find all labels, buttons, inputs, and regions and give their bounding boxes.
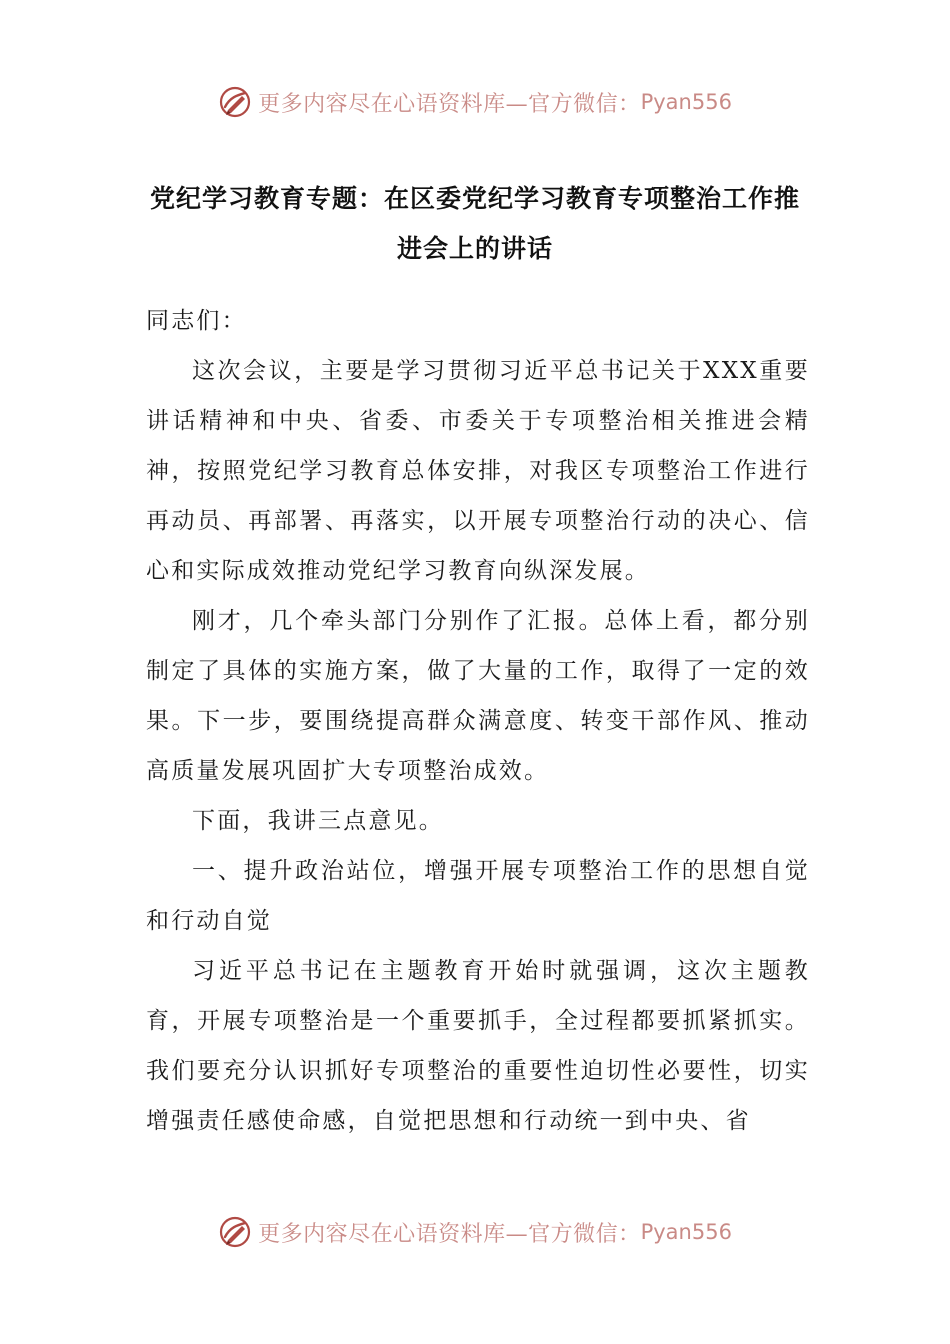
- paragraph-reports: 刚才，几个牵头部门分别作了汇报。总体上看，都分别制定了具体的实施方案，做了大量的工作，取得了一定的效果。下一步，要围绕提高群众满意度、转变干部作风、推动高质量发展巩固扩大专项整治成效。: [146, 608, 810, 784]
- pen-logo-icon: [218, 85, 252, 119]
- section-heading-1: 一、提升政治站位，增强开展专项整治工作的思想自觉和行动自觉: [146, 858, 810, 934]
- footer-watermark: [0, 1210, 950, 1254]
- paragraph-three-points: 下面，我讲三点意见。: [192, 808, 444, 834]
- document-title: 党纪学习教育专题：在区委党纪学习教育专项整治工作推进会上的讲话: [149, 184, 800, 263]
- pen-logo-icon: [218, 1215, 252, 1249]
- salutation: 同志们：: [146, 308, 247, 334]
- paragraph-intro: 这次会议，主要是学习贯彻习近平总书记关于XXX重要讲话精神和中央、省委、市委关于专项整治相关推进会精神，按照党纪学习教育总体安排，对我区专项整治工作进行再动员、再部署、再落实，以开展专项整治行动的决心、信心和实际成效推动党纪学习教育向纵深发展。: [146, 358, 810, 584]
- watermark-text: 更多内容尽在心语资料库—官方微信：: [258, 91, 641, 117]
- watermark-wechat-id: Pyan556: [640, 1220, 732, 1244]
- paragraph-section-1: 习近平总书记在主题教育开始时就强调，这次主题教育，开展专项整治是一个重要抓手，全过程都要抓紧抓实。我们要充分认识抓好专项整治的重要性迫切性必要性，切实增强责任感使命感，自觉把思想和行动统一到中央、省: [146, 958, 810, 1134]
- document-body: [146, 296, 810, 1146]
- header-watermark: [0, 80, 950, 124]
- watermark-wechat-id: Pyan556: [640, 90, 732, 114]
- watermark-text: 更多内容尽在心语资料库—官方微信：: [258, 1221, 641, 1247]
